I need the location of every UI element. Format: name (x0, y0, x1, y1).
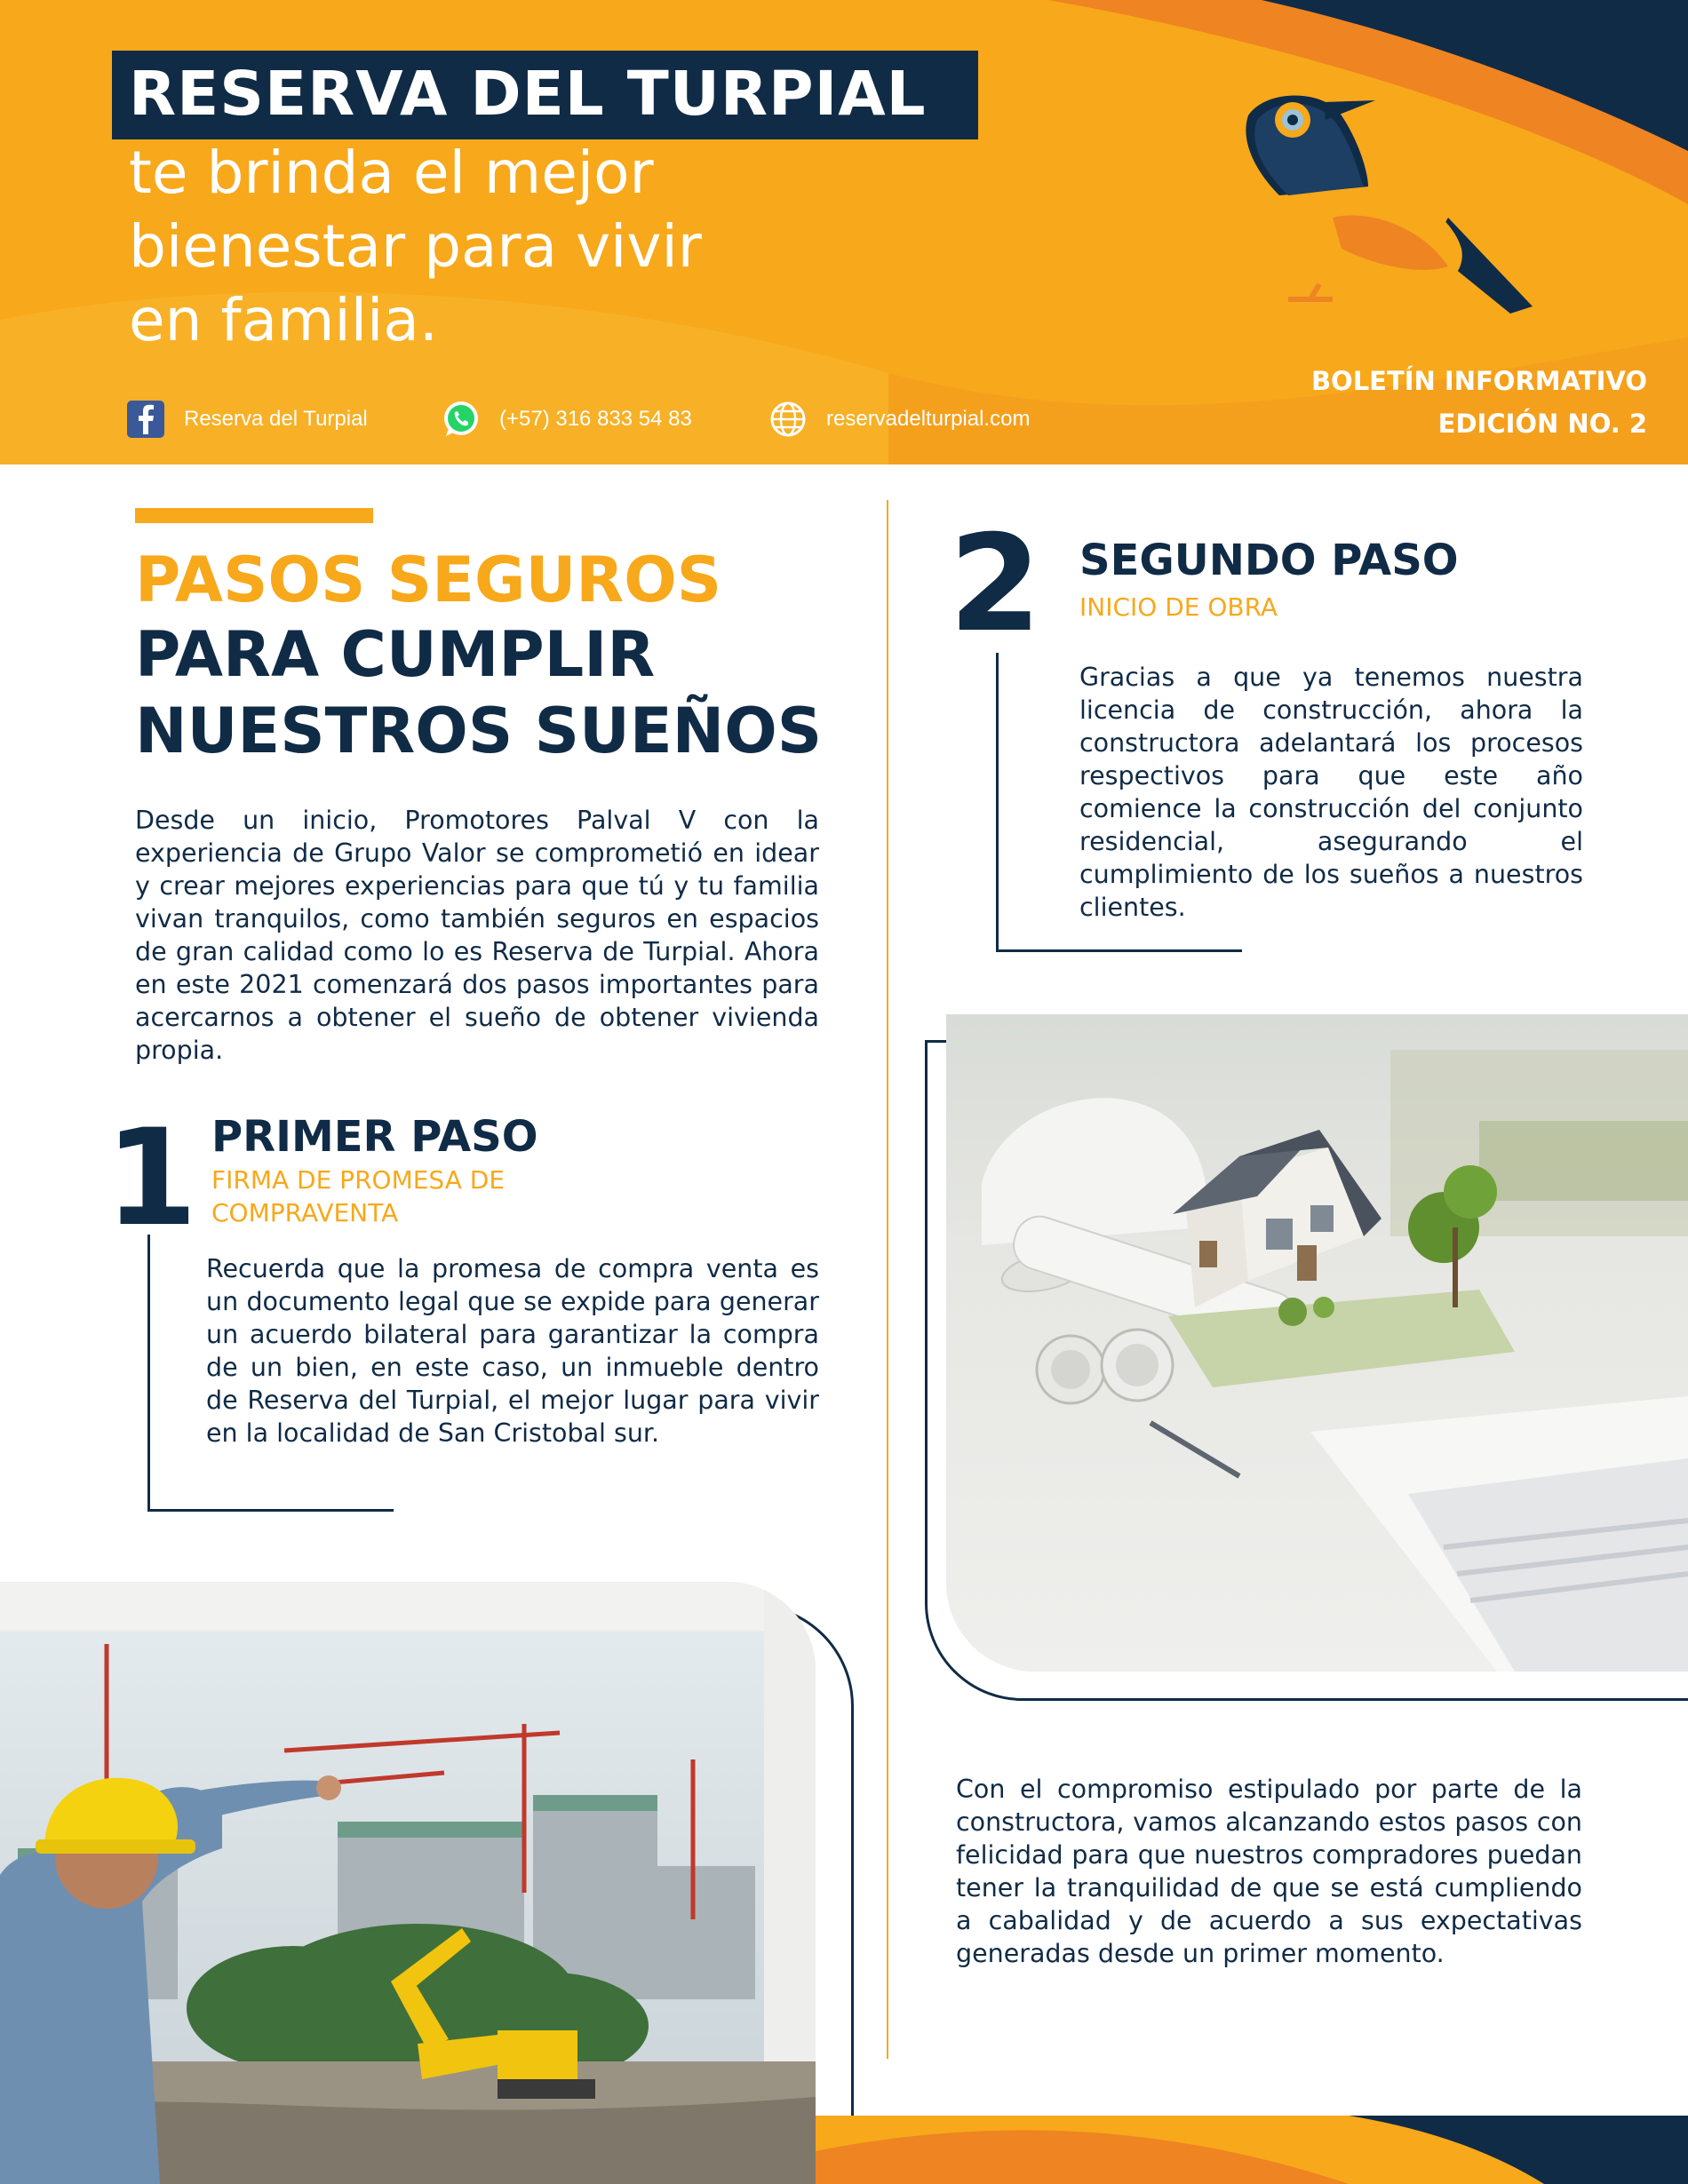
whatsapp-number: (+57) 316 833 54 83 (499, 407, 692, 431)
contact-website[interactable] (768, 399, 1030, 440)
step-1-title: PRIMER PASO (211, 1112, 538, 1162)
construction-site-photo (0, 1582, 816, 2184)
step-2-subtitle-line: INICIO DE OBRA (1079, 592, 1278, 622)
heading-main (135, 616, 822, 769)
tagline-line: en familia. (129, 286, 438, 354)
house-model-photo (946, 1014, 1688, 1672)
globe-icon (768, 399, 808, 440)
footer-decoration (816, 2116, 1688, 2184)
column-divider (887, 500, 888, 2059)
facebook-icon (125, 399, 166, 440)
contact-facebook[interactable] (125, 399, 368, 440)
house-model-illustration (946, 1014, 1688, 1672)
header-banner (0, 0, 1688, 465)
step-1-subtitle-line: COMPRAVENTA (211, 1198, 399, 1227)
bulletin-label: BOLETÍN INFORMATIVO (1310, 366, 1647, 396)
step-2-body: Gracias a que ya tenemos nuestra licencia de construcción, ahora la constructora adelantará los procesos respectivos para que este año comience la construcción del conjunto residencial, asegurando el cumplimiento de los sueños a nuestros clientes. (1079, 663, 1583, 922)
construction-site-illustration (0, 1582, 816, 2184)
step-number-1: 1 (105, 1101, 198, 1256)
step-1-subtitle (211, 1163, 505, 1229)
step-1-body: Recuerda que la promesa de compra venta es un documento legal que se expide para generar un acuerdo bilateral para garantizar la compra de un bien, en este caso, un inmueble dentro de Reserva del Turpial, el mejor lugar para vivir en la localidad de San Cristobal sur. (206, 1254, 819, 1448)
intro-paragraph: Desde un inicio, Promotores Palval V con la experiencia de Grupo Valor se comprometió en idear y crear mejores experiencias para que tú y tu familia vivan tranquilos, como también seguros en espacios de gran calidad como lo es Reserva de Turpial. Ahora en este 2021 comenzará dos pasos importantes para acercarnos a obtener el sueño de obtener vivienda propia. (135, 806, 819, 1065)
website-url: reservadelturpial.com (826, 407, 1031, 431)
heading-accent-rule (135, 508, 373, 523)
step-number-2: 2 (949, 507, 1042, 662)
brand-tagline (129, 136, 702, 357)
closing-paragraph: Con el compromiso estipulado por parte de la constructora, vamos alcanzando estos pasos con felicidad para que nuestros compradores puedan tener la tranquilidad de que se está cumpliendo a cabalidad y de acuerdo a sus expectativas generadas desde un primer momento. (956, 1775, 1582, 1968)
bulletin-edition (1311, 360, 1647, 445)
heading-accent: PASOS SEGUROS (135, 544, 722, 616)
step-1-subtitle-line: FIRMA DE PROMESA DE (211, 1165, 506, 1195)
turpial-bird-logo (1226, 84, 1546, 329)
whatsapp-icon (441, 399, 482, 440)
step-2-title: SEGUNDO PASO (1079, 536, 1459, 585)
brand-title: RESERVA DEL TURPIAL (129, 59, 927, 130)
heading-line: NUESTROS SUEÑOS (135, 695, 823, 767)
contact-whatsapp[interactable] (441, 399, 692, 440)
edition-label: EDICIÓN NO. 2 (1437, 409, 1647, 439)
heading-line: PARA CUMPLIR (135, 618, 656, 691)
tagline-line: bienestar para vivir (129, 212, 702, 281)
tagline-line: te brinda el mejor (129, 139, 654, 207)
step-2-subtitle (1079, 591, 1278, 623)
facebook-handle: Reserva del Turpial (184, 407, 368, 431)
